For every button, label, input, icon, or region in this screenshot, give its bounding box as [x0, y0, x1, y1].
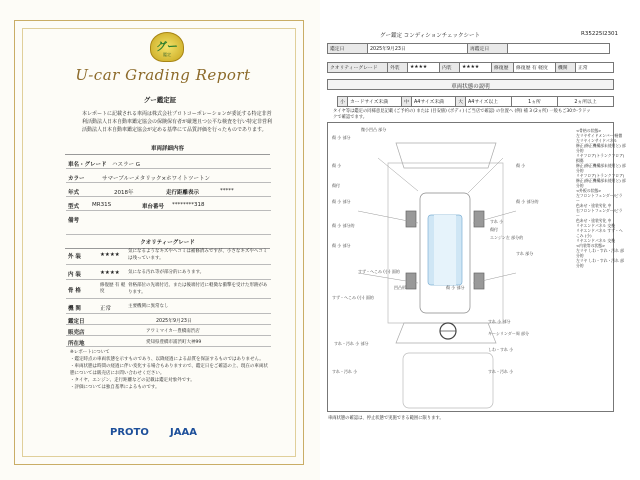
- proto-logo: PROTO: [110, 427, 149, 438]
- legend-line: <内装等の状態>: [576, 243, 606, 248]
- legend-line: 修正(修正機構部未使用と) 部分的: [576, 178, 626, 188]
- vehicle-model-label: 型式: [68, 204, 80, 210]
- cert-date-label: 鑑定日: [68, 319, 85, 325]
- address-value: 愛知県豊橋市浦渋町大神99: [146, 340, 202, 345]
- damage-label: すれ・汚れ 小: [332, 369, 358, 374]
- exterior-value: ★★★★: [408, 63, 440, 73]
- legend-line: 左リヤ しわ・すれ・汚れ 部分的: [576, 258, 624, 268]
- condition-legend: [576, 128, 626, 268]
- grade-stars: 修復歴 有 軽度: [100, 283, 126, 294]
- bottom-note: 車両状態の確認は、停止状態で実施できる範囲に限ります。: [328, 416, 444, 421]
- size-card-text: カードサイズ未満: [348, 97, 402, 107]
- mileage-label: 走行距離表示: [166, 190, 200, 196]
- size-a4plus-text: A4サイズ以上: [466, 97, 512, 107]
- damage-label: すれ 小: [490, 219, 504, 224]
- grade-row-engine: [66, 300, 271, 314]
- report-notes: [70, 349, 270, 391]
- legend-line: <外板の状態>: [576, 188, 602, 193]
- note-line: ※レポートについて: [70, 350, 110, 355]
- vehicle-year-label: 年式: [68, 190, 80, 196]
- grade-desc: 骨格部位の先端付近、または後端付近に軽微な衝撃を受けた形跡があります。: [128, 283, 268, 295]
- damage-label: すれ 部分: [516, 251, 534, 256]
- legend-line: リヤフロア(トランクフロア): [576, 173, 625, 178]
- engine-value: 正常: [576, 63, 614, 73]
- grade-stars: ★★★★: [100, 270, 120, 276]
- vehicle-model-value: MR31S: [92, 202, 112, 208]
- repair-value: 修復歴 有 軽度: [514, 63, 556, 73]
- vehicle-name-row: [66, 157, 271, 169]
- damage-label: 微小凹凸 部分: [361, 127, 387, 132]
- car-roof-highlight: [434, 215, 456, 285]
- damage-label: 傷 小: [516, 163, 526, 168]
- car-outline-svg: [328, 123, 615, 413]
- grade-row-interior: [66, 266, 271, 280]
- vehicle-color-row: [66, 171, 271, 183]
- dealer-row: [66, 326, 271, 336]
- vehicle-year-row: [66, 185, 271, 197]
- note-line: ・鑑定時点の車両状態を示すものであり、以降経過による品質を保証するものではありません。: [70, 357, 264, 362]
- size-mid-label: 中: [402, 97, 412, 107]
- damage-label: 傷 小: [332, 163, 342, 168]
- damage-label: 傷 小 部分的: [332, 223, 355, 228]
- wheel-front-left: [406, 211, 416, 227]
- note-line: ・車両状態は時間の経過に伴い変化する場合もありますので、鑑定日をご確認の上、現在の車両状態については販売店にお問い合わせください。: [70, 364, 268, 376]
- legend-line: 左フロントフェンダー/ピラー: [576, 193, 623, 203]
- cert-date-value: 2025年9月23日: [156, 319, 192, 324]
- legend-line: 左リヤサイドメンバー 軽微: [576, 133, 623, 138]
- address-label: 所在地: [68, 341, 85, 347]
- legend-line: リヤエンドパネル 交換: [576, 238, 616, 243]
- inspection-note: タイヤ等は鑑定の同様意見記載 (ご予約の) または (目安値) (ボディ) (ご当店で確認) の位置ヘ (例) 補 3 (2ヵ所) 一般もご30カ-ラドックで確認でます。: [333, 109, 591, 120]
- quality-grade-label: クオリティーグレード: [328, 63, 388, 73]
- chassis-value: ********318: [172, 202, 205, 208]
- sheet-title: グー鑑定 コンディションチェックシート: [380, 33, 481, 39]
- size-legend-table: [337, 96, 614, 107]
- size-a4-text: A4サイズ未満: [412, 97, 456, 107]
- grade-row-frame: [66, 281, 271, 299]
- goo-medal-logo: [150, 32, 184, 62]
- damage-label: すれ 小 部分: [488, 319, 511, 324]
- engine-label: 機関: [556, 63, 576, 73]
- report-title: U-car Grading Report: [75, 66, 251, 84]
- legend-line: 左リヤ しわ・すれ・汚れ 部分的: [576, 248, 624, 258]
- legend-line: リヤフロア(トランクフロア) 損傷: [576, 153, 625, 163]
- grade-stars: ★★★★: [100, 252, 120, 258]
- damage-label: キーシリンダー周 部分: [488, 331, 530, 336]
- dealer-value: アワミマイカー豊橋南渋店: [146, 329, 200, 334]
- legend-line: 右フロントフェンダー/ピラー: [576, 208, 623, 218]
- vehicle-section-title: 車両詳細内容: [65, 144, 270, 155]
- grade-label: 骨 格: [68, 288, 81, 294]
- damage-label: すず・へこみ (小) 面的: [332, 295, 374, 300]
- medal-subtext: 鑑定: [163, 52, 171, 57]
- intro-text: 本レポートに記載される車両は株式会社プロトコーポレーションが委託する特定非営利活動法人日本自動車鑑定協会の保険保有者が厳選且つ公平な検査を行い特定非営利活動法人日本自動車鑑定協会が定める基準にて品質評価を行ったものであります。: [82, 111, 273, 133]
- jaaa-logo: JAAA: [170, 427, 197, 438]
- count-two-text: 2ヵ所以上: [558, 97, 614, 107]
- rear-view-outline: [396, 323, 496, 343]
- repair-label: 修復歴: [492, 63, 514, 73]
- grade-table: [327, 62, 614, 73]
- sheet-code: R35225I2301: [581, 31, 618, 37]
- quality-section-title: クオリティーグレード: [65, 238, 270, 249]
- grade-label: 内 装: [68, 272, 81, 278]
- medal-text: グー: [156, 40, 178, 53]
- vehicle-year-value: 2018年: [114, 190, 134, 196]
- vehicle-color-value: サマーブルーメタリック×ホワイトツートン: [102, 176, 210, 182]
- size-big-label: 大: [456, 97, 466, 107]
- interior-label: 内装: [440, 63, 460, 73]
- grade-desc: 気になるようなキズやヘコミは補修済みですが、小さなキズやヘコミは残っています。: [128, 249, 268, 261]
- address-row: [66, 337, 271, 347]
- cert-date-label: 鑑定日: [328, 44, 368, 54]
- legend-line: 修正(修正機構部未使用と) 部分的: [576, 143, 626, 153]
- damage-label: すれ・汚れ 小 部分: [334, 341, 369, 346]
- interior-value: ★★★★: [460, 63, 492, 73]
- legend-line: <骨格の状態>: [576, 128, 602, 133]
- size-small-label: 小: [338, 97, 348, 107]
- legend-line: リヤエンドパネル 交換: [576, 223, 616, 228]
- legend-line: 左リヤインサイドパネル: [576, 138, 618, 143]
- damage-label: 凹凸形: [394, 285, 406, 290]
- grade-label: 機 関: [68, 306, 81, 312]
- dealer-label: 販売店: [68, 330, 85, 336]
- certificate-name: グー鑑定証: [143, 96, 177, 104]
- vehicle-state-section: 車両状態の説明: [327, 79, 614, 90]
- vehicle-color-label: カラー: [68, 176, 85, 182]
- damage-label: 傷 小 部分: [332, 243, 351, 248]
- grade-row-exterior: [66, 248, 271, 265]
- note-line: ・タイヤ、エンジン、走行距離などの記載は鑑定対象外です。: [70, 378, 195, 383]
- damage-label: 傷付: [332, 183, 340, 188]
- vehicle-name-label: 車名・グレード: [68, 162, 107, 168]
- damage-label: すれ・汚れ 小: [488, 369, 514, 374]
- wheel-front-right: [474, 211, 484, 227]
- grade-stars: 正常: [100, 306, 112, 312]
- damage-label: すず・へこみ (小) 面的: [358, 269, 400, 274]
- note-line: ・評価については独自基準によるものです。: [70, 385, 160, 390]
- damage-label: 傷 小 部分: [332, 199, 351, 204]
- cert-date-row: [66, 315, 271, 325]
- cert-date-value: 2025年9月23日: [368, 44, 468, 54]
- damage-label: 傷 小 部分的: [516, 199, 539, 204]
- car-damage-diagram: [327, 122, 614, 412]
- exterior-label: 外装: [388, 63, 408, 73]
- interior-outline: [403, 353, 493, 408]
- damage-label: しわ・すれ 小: [488, 347, 514, 352]
- chassis-label: 車台番号: [142, 204, 165, 210]
- recert-date-value: [508, 44, 610, 54]
- legend-line: リヤエンドパネル すず・へこみ (小): [576, 228, 623, 238]
- mileage-value: *****: [220, 188, 234, 194]
- legend-line: 色あせ・塗装劣化 中: [576, 203, 612, 208]
- legend-line: 色あせ・塗装劣化 中: [576, 218, 612, 223]
- date-table: [327, 43, 610, 54]
- damage-label: 傷 小 部分: [332, 135, 351, 140]
- vehicle-name-value: ハスラー G: [112, 162, 141, 168]
- vehicle-remarks-label: 備考: [68, 218, 80, 224]
- vehicle-remarks-row: [66, 213, 271, 235]
- vehicle-model-row: [66, 199, 271, 211]
- grade-label: 外 装: [68, 254, 81, 260]
- count-one-text: 1ヵ所: [512, 97, 558, 107]
- damage-label: エンジン左 部分的: [490, 235, 524, 240]
- legend-line: 修正(修正機構部未使用と) 部分的: [576, 163, 626, 173]
- front-view-outline: [396, 143, 496, 168]
- grade-desc: 主要機関に異常なし: [128, 304, 169, 309]
- recert-date-label: 再鑑定日: [468, 44, 508, 54]
- damage-label: 傷 小 部分: [446, 285, 465, 290]
- damage-label: 傷付: [490, 227, 498, 232]
- grade-desc: 気になる汚れ等が部分的にあります。: [128, 270, 205, 275]
